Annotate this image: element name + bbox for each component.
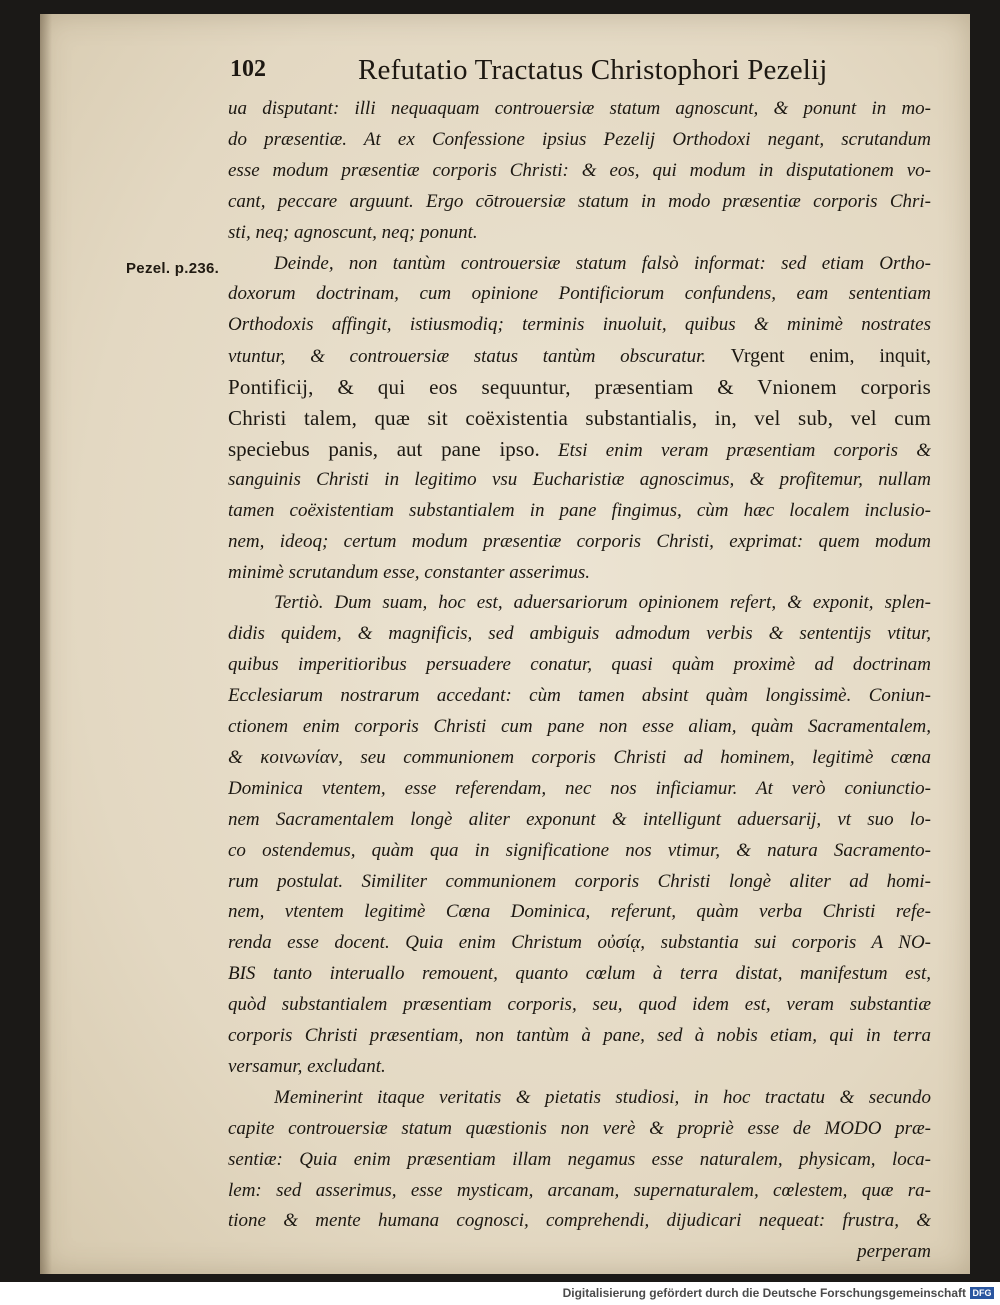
footer-credit: Digitalisierung gefördert durch die Deutsche Forschungsgemeinschaft (562, 1286, 966, 1300)
text-line: sti, neq; agnoscunt, neq; ponunt. (228, 221, 478, 243)
text-line: Meminerint itaque veritatis & pietatis studiosi, in hoc tractatu & secundo (274, 1086, 931, 1108)
page-number: 102 (230, 56, 266, 82)
text-line: ctionem enim corporis Christi cum pane non esse aliam, quàm Sacramentalem, (228, 716, 931, 737)
text-line: ua disputant: illi nequaquam controuersiæ statum agnoscunt, & ponunt in mo- (228, 98, 931, 119)
text-line-roman-part: speciebus panis, aut pane ipso. (228, 436, 540, 461)
text-line: lem: sed asserimus, esse mysticam, arcanam, supernaturalem, cœlestem, quæ ra- (228, 1179, 931, 1201)
page-gutter-shadow (40, 14, 52, 1274)
text-line (228, 434, 931, 464)
text-line-italic-part: vtuntur, & controuersiæ status tantùm obscuratur. (228, 346, 707, 368)
text-line: Christi talem, quæ sit coëxistentia substantialis, in, vel sub, vel cum (228, 406, 931, 430)
text-line: Deinde, non tantùm controuersiæ statum falsò informat: sed etiam Ortho- (274, 252, 931, 274)
text-line: Dominica vtentem, esse referendam, nec nos inficiamur. At verò coniunctio- (228, 777, 931, 799)
text-line: didis quidem, & magnificis, sed ambiguis admodum verbis & sententijs vtitur, (228, 623, 931, 645)
text-line: nem Sacramentalem longè aliter exponunt & intelligunt aduersarij, vt suo lo- (228, 808, 931, 830)
text-line: cant, peccare arguunt. Ergo cōtrouersiæ statum in modo præsentiæ corporis Chri- (228, 190, 931, 212)
text-line: Orthodoxis affingit, istiusmodiq; terminis inuoluit, quibus & minimè nostrates (228, 314, 931, 336)
text-line: & κοινωνίαν, seu communionem corporis Christi ad hominem, legitimè cœna (228, 746, 931, 768)
text-line: versamur, excludant. (228, 1055, 386, 1077)
text-line: quòd substantialem præsentiam corporis, seu, quod idem est, veram substantiæ (228, 994, 931, 1016)
text-line (228, 341, 931, 371)
running-title: Refutatio Tractatus Christophori Pezelij (358, 54, 828, 86)
text-line-roman-part: Vrgent enim, inquit, (706, 345, 931, 368)
text-line: nem, ideoq; certum modum præsentiæ corporis Christi, exprimat: quem modum (228, 530, 931, 552)
text-line: minimè scrutandum esse, constanter asserimus. (228, 561, 591, 583)
footer-bar (0, 1282, 1000, 1305)
text-line: Pontificij, & qui eos sequuntur, præsentiam & Vnionem corporis (228, 375, 931, 400)
text-line: nem, vtentem legitimè Cœna Dominica, referunt, quàm verba Christi refe- (228, 901, 931, 923)
text-line: co ostendemus, quàm qua in significatione nos vtimur, & natura Sacramento- (228, 839, 931, 861)
text-line: perperam (857, 1241, 931, 1263)
text-line: sentiæ: Quia enim præsentiam illam negamus esse naturalem, physicam, loca- (228, 1148, 931, 1170)
text-line: corporis Christi præsentiam, non tantùm à pane, sed à nobis etiam, qui in terra (228, 1025, 931, 1046)
text-line: do præsentiæ. At ex Confessione ipsius Pezelij Orthodoxi negant, scrutandum (228, 128, 931, 150)
text-line: Tertiò. Dum suam, hoc est, aduersariorum opinionem refert, & exponit, splen- (274, 592, 931, 614)
text-line: quibus imperitioribus persuadere conatur, quasi quàm proximè ad doctrinam (228, 654, 931, 676)
text-line: tione & mente humana cognosci, comprehendi, dijudicari nequeat: frustra, & (228, 1210, 931, 1232)
text-line: capite controuersiæ statum quæstionis non verè & propriè esse de MODO præ- (228, 1117, 931, 1139)
text-line: Ecclesiarum nostrarum accedant: cùm tamen absint quàm longissimè. Coniun- (228, 685, 931, 707)
text-line: renda esse docent. Quia enim Christum οὐσίᾳ, substantia sui corporis A NO- (228, 932, 931, 954)
page-header (40, 56, 970, 96)
text-line: sanguinis Christi in legitimo vsu Eucharistiæ agnoscimus, & profitemur, nullam (228, 468, 931, 490)
text-line: tamen coëxistentiam substantialem in pane fingimus, cùm hæc localem inclusio- (228, 499, 931, 521)
text-line: esse modum præsentiæ corporis Christi: & eos, qui modum in disputationem vo- (228, 159, 931, 181)
margin-note: Pezel. p.236. (126, 260, 220, 277)
text-line-italic-part: Etsi enim veram præsentiam corporis & (539, 439, 931, 461)
book-page (40, 14, 970, 1274)
text-line: doxorum doctrinam, cum opinione Pontificiorum confundens, eam sententiam (228, 283, 931, 305)
text-line: rum postulat. Similiter communionem corporis Christi longè aliter ad homi- (228, 870, 931, 892)
dfg-logo: DFG (970, 1287, 994, 1299)
text-line: BIS tanto interuallo remouent, quanto cœlum à terra distat, manifestum est, (228, 963, 931, 985)
